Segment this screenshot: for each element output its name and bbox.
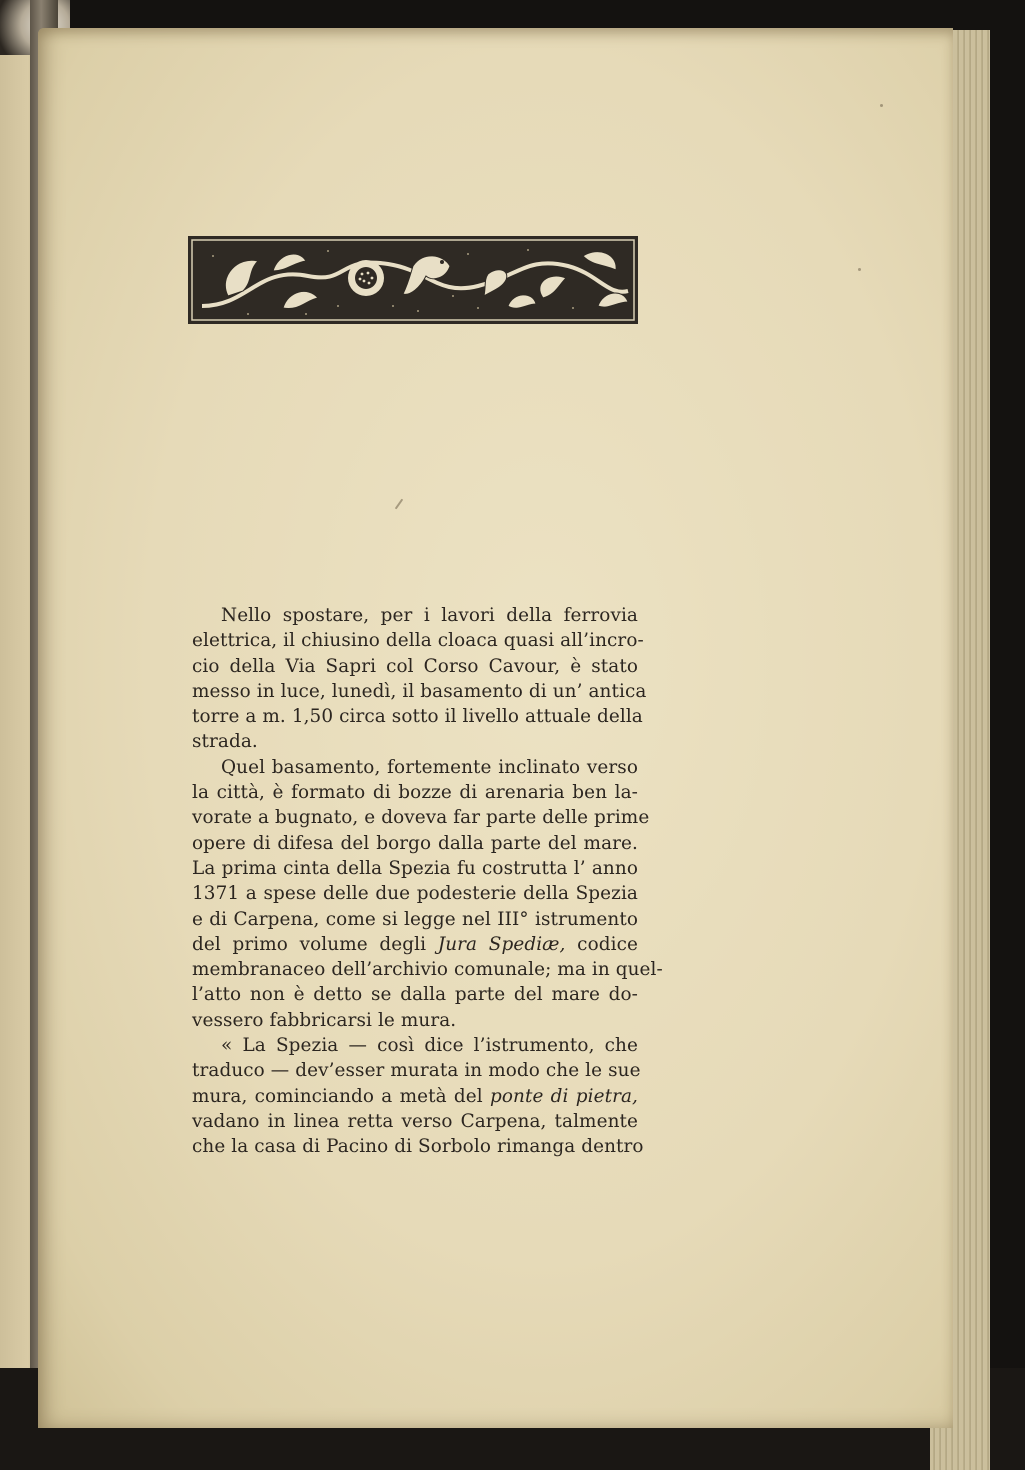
text-line: vessero fabbricarsi le mura. [192, 1009, 457, 1031]
text-line: opere di difesa del borgo dalla parte del mare. [192, 832, 638, 854]
text-line: cio della Via Sapri col Corso Cavour, è stato [192, 655, 638, 677]
text-line: traduco — dev’esser murata in modo che le sue [192, 1060, 641, 1082]
paragraph [192, 755, 663, 1033]
text-line: vadano in linea retta verso Carpena, talmente [192, 1110, 638, 1132]
paragraph [192, 1033, 644, 1159]
text-line: strada. [192, 731, 258, 753]
floral-headpiece-ornament [188, 236, 638, 324]
paper-speck [858, 268, 861, 271]
text-line: che la casa di Pacino di Sorbolo rimanga dentro [192, 1136, 644, 1158]
text-line: l’atto non è detto se dalla parte del mare do- [192, 984, 638, 1006]
text-line: La prima cinta della Spezia fu costrutta l’ anno [192, 857, 638, 879]
text-line-with-italic: del primo volume degli Jura Spediæ, codice [192, 933, 638, 955]
text-line: membranaceo dell’archivio comunale; ma in quel- [192, 959, 663, 981]
text-line: elettrica, il chiusino della cloaca quasi all’incro- [192, 630, 644, 652]
paper-speck [880, 104, 883, 107]
text-line: « La Spezia — così dice l’istrumento, che [221, 1035, 638, 1057]
paragraph [192, 603, 647, 755]
body-text [192, 603, 663, 1160]
paper-mark [395, 499, 404, 510]
text-line-with-italic: mura, cominciando a metà del ponte di pietra, [192, 1085, 638, 1107]
italic-text: Jura Spediæ, [437, 933, 566, 955]
text-line: Quel basamento, fortemente inclinato verso [221, 756, 638, 778]
text-line: e di Carpena, come si legge nel III° istrumento [192, 908, 638, 930]
text-line: vorate a bugnato, e doveva far parte delle prime [192, 807, 650, 829]
text-line: Nello spostare, per i lavori della ferrovia [221, 605, 638, 626]
italic-text: ponte di pietra, [489, 1085, 638, 1107]
text-line: la città, è formato di bozze di arenaria ben la- [192, 782, 638, 804]
text-line: torre a m. 1,50 circa sotto il livello attuale della [192, 706, 643, 728]
text-line: messo in luce, lunedì, il basamento di un’ antica [192, 680, 647, 702]
text-line: 1371 a spese delle due podesterie della Spezia [192, 883, 638, 905]
